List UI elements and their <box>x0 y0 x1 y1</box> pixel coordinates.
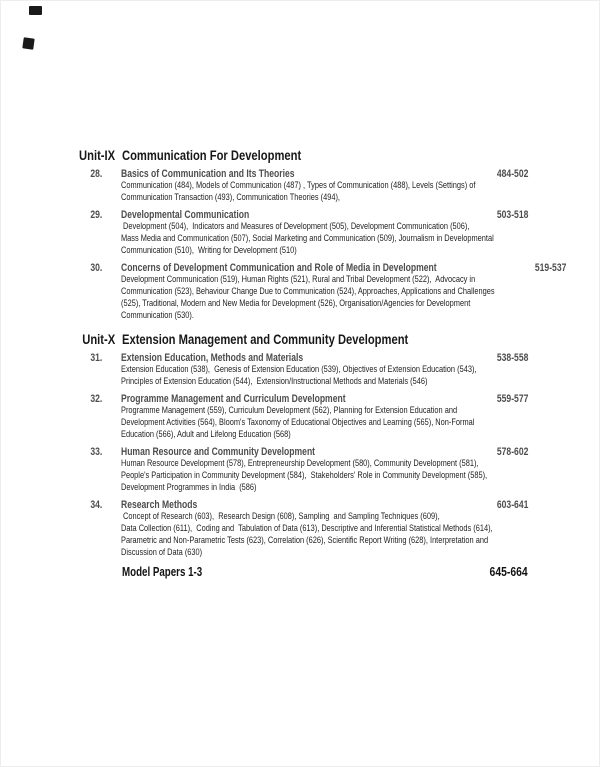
unit-chapter-list <box>0 168 600 322</box>
toc-entry-row <box>0 499 600 511</box>
unit-chapter-list <box>0 352 600 559</box>
toc-entry-topics-line: Communication Transaction (493), Communication Theories (494), <box>121 192 340 203</box>
toc-entry-topics-line: Communication (510), Writing for Development (510) <box>121 245 297 256</box>
model-papers-page-range: 645-664 <box>489 564 528 579</box>
chapter-number: 30. <box>90 262 102 274</box>
toc-entry-row <box>0 393 600 405</box>
toc-entry-topics-line: Discussion of Data (630) <box>121 547 203 558</box>
chapter-title: Programme Management and Curriculum Development <box>121 393 346 405</box>
scan-artifact-mark <box>29 6 42 15</box>
chapter-number: 33. <box>90 446 102 458</box>
toc-entry-topics-line: Parametric and Non-Parametric Tests (623), Correlation (626), Scientific Report Writing (628), Interpretation and <box>121 535 489 546</box>
toc-entry-topics-line: Communication (530). <box>121 310 194 321</box>
chapter-title: Developmental Communication <box>121 209 250 221</box>
toc-entry-topics-line: Human Resource Development (578), Entrepreneurship Development (580), Community Development (581), <box>121 458 479 469</box>
chapter-page-range: 484-502 <box>496 168 528 180</box>
chapter-page-range: 538-558 <box>496 352 528 364</box>
unit-label: Unit-IX <box>78 147 115 163</box>
toc-entry-topics-line: Development Communication (519), Human Rights (521), Rural and Tribal Development (522), Advocacy in <box>121 274 476 285</box>
toc-entry-topics-line: Communication (523), Behaviour Change Due to Communication (524), Approaches, Applications and Challenges <box>121 286 495 297</box>
toc-entry-topics-line: Mass Media and Communication (507), Social Marketing and Communication (509), Journalism in Developmental <box>121 233 494 244</box>
toc-entry <box>0 262 600 322</box>
chapter-number: 29. <box>90 209 102 221</box>
chapter-title: Basics of Communication and Its Theories <box>121 168 295 180</box>
unit-heading <box>0 148 600 162</box>
toc-entry <box>0 393 600 441</box>
model-papers-title: Model Papers 1-3 <box>122 564 203 579</box>
toc-entry-topics-line: Communication (484), Models of Communication (487) , Types of Communication (488), Levels (Settings) of <box>121 180 476 191</box>
toc-entry-topics-line: (525), Traditional, Modern and New Media for Development (526), Organisation/Agencies for Development <box>121 298 471 309</box>
toc-entry-topics-line: Principles of Extension Education (544), Extension/Instructional Methods and Materials (546) <box>121 376 428 387</box>
chapter-page-range: 578-602 <box>496 446 528 458</box>
unit-title: Extension Management and Community Development <box>122 331 409 347</box>
chapter-title: Concerns of Development Communication and Role of Media in Development <box>121 262 437 274</box>
toc-entry-topics-line: People's Participation in Community Development (584), Stakeholders' Role in Community Development (585), <box>121 470 488 481</box>
toc-entry-topics-line: Concept of Research (603), Research Design (608), Sampling and Sampling Techniques (609), <box>121 511 440 522</box>
toc-unit <box>0 148 600 322</box>
toc-entry-topics-line: Programme Management (559), Curriculum Development (562), Planning for Extension Education and <box>121 405 458 416</box>
toc-entry-topics-line: Development (504), Indicators and Measures of Development (505), Development Communication (506), <box>121 221 470 232</box>
chapter-title: Research Methods <box>121 499 198 511</box>
toc-entry-topics <box>121 458 600 494</box>
unit-label: Unit-X <box>82 331 115 347</box>
toc-entry-row <box>0 262 600 274</box>
chapter-page-range: 603-641 <box>496 499 528 511</box>
toc-entry-row <box>0 352 600 364</box>
toc-entry-topics <box>121 511 600 559</box>
chapter-number: 28. <box>90 168 102 180</box>
toc-unit <box>0 332 600 559</box>
chapter-page-range: 503-518 <box>496 209 528 221</box>
toc-entry <box>0 352 600 388</box>
unit-heading <box>0 332 600 346</box>
toc-entry-row <box>0 168 600 180</box>
chapter-page-range: 519-537 <box>534 262 566 274</box>
toc-entry-topics-line: Development Activities (564), Bloom's Taxonomy of Educational Objectives and Learning (565), Non-Formal <box>121 417 475 428</box>
chapter-page-range: 559-577 <box>496 393 528 405</box>
toc-entry-row <box>0 446 600 458</box>
toc-entry-topics <box>121 274 600 322</box>
chapter-title: Human Resource and Community Development <box>121 446 316 458</box>
toc-entry-row <box>0 209 600 221</box>
toc-entry-topics <box>121 180 600 204</box>
toc-entry-topics-line: Extension Education (538), Genesis of Extension Education (539), Objectives of Extension Education (543), <box>121 364 477 375</box>
toc-entry-topics <box>121 364 600 388</box>
chapter-number: 31. <box>90 352 102 364</box>
toc-entry-topics-line: Development Programmes in India (586) <box>121 482 257 493</box>
toc-entry-topics <box>121 405 600 441</box>
toc-entry-topics-line: Data Collection (611), Coding and Tabulation of Data (613), Descriptive and Inferential Statistical Methods (614), <box>121 523 493 534</box>
scan-artifact-mark <box>22 37 34 49</box>
toc-entry <box>0 499 600 559</box>
toc-entry <box>0 209 600 257</box>
chapter-number: 32. <box>90 393 102 405</box>
toc-entry <box>0 168 600 204</box>
toc-entry <box>0 446 600 494</box>
toc-entry-topics <box>121 221 600 257</box>
unit-title: Communication For Development <box>122 147 302 163</box>
chapter-title: Extension Education, Methods and Materials <box>121 352 304 364</box>
model-papers-row <box>122 565 600 579</box>
chapter-number: 34. <box>90 499 102 511</box>
table-of-contents <box>0 148 600 559</box>
toc-entry-topics-line: Education (566), Adult and Lifelong Education (568) <box>121 429 291 440</box>
